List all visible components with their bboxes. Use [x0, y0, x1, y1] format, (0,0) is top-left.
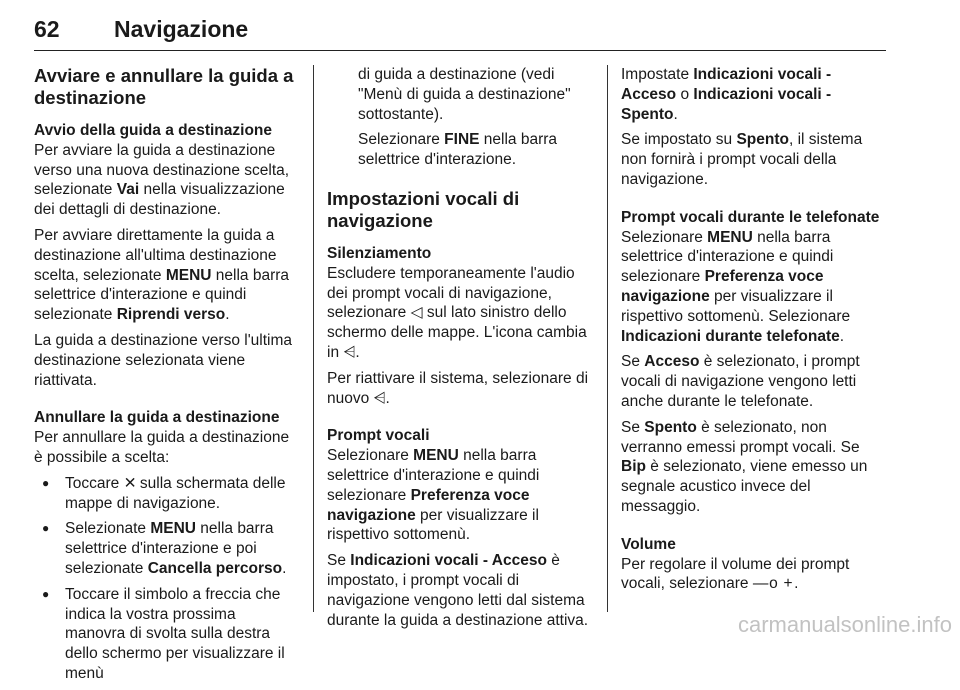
- paragraph: Selezionare FINE nella barra selettrice d'interazione.: [358, 131, 558, 169]
- subsection-title: Silenziamento: [327, 244, 432, 262]
- paragraph: Se Indicazioni vocali - Acceso è impostato, i prompt vocali di navigazione vengono letti dal sistema durante la guida a destinazione attiva.: [327, 552, 589, 629]
- subsection-title: Annullare la guida a destinazione: [34, 409, 280, 427]
- subsection-title: Prompt vocali durante le telefonate: [621, 208, 880, 226]
- column-divider: [607, 65, 608, 612]
- plus-icon: +: [783, 575, 793, 593]
- column-1: [34, 65, 300, 690]
- paragraph: Selezionare MENU nella barra selettrice d'interazione e quindi selezionare Preferenza voce navigazione per visualizzare il rispettivo sottomenù. Selezionare Indicazioni durante telefonate.: [621, 228, 851, 345]
- paragraph: Per annullare la guida a destinazione è possibile a scelta:: [34, 429, 290, 466]
- close-icon: ✕: [123, 474, 137, 492]
- subsection-title: Prompt vocali: [327, 427, 430, 445]
- list-item: ● Toccare ✕ sulla schermata delle mappe di navigazione.: [34, 474, 300, 514]
- minus-icon: —: [752, 575, 769, 593]
- paragraph: Per riattivare il sistema, selezionare di nuovo ⩤.: [327, 369, 589, 407]
- list-item: ● Toccare il simbolo a freccia che indica la vostra prossima manovra di svolta sulla destra dello schermo per visualizzare il menù: [34, 585, 300, 684]
- column-divider: [313, 65, 314, 612]
- paragraph: Impostate Indicazioni vocali - Acceso o Indicazioni vocali - Spento.: [621, 66, 832, 123]
- speaker-muted-icon: ⩤: [373, 389, 386, 407]
- paragraph: Se impostato su Spento, il sistema non fornirà i prompt vocali della navigazione.: [621, 131, 863, 188]
- section-heading: Avviare e annullare la guida a destinazione: [34, 65, 294, 108]
- speaker-muted-icon: ⩤: [343, 343, 356, 361]
- subsection-title: Volume: [621, 535, 676, 553]
- column-3: [621, 65, 887, 600]
- paragraph: di guida a destinazione (vedi "Menù di guida a destinazione" sottostante).: [358, 66, 571, 123]
- paragraph: Per regolare il volume dei prompt vocali, selezionare — o +.: [621, 555, 850, 593]
- paragraph: Se Spento è selezionato, non verranno emessi prompt vocali. Se Bip è selezionato, viene emesso un segnale acustico invece del messaggio.: [621, 418, 868, 515]
- paragraph: Per avviare la guida a destinazione verso una nuova destinazione scelta, selezionate Vai nella visualizzazione dei dettagli di destinazione.: [34, 141, 290, 219]
- paragraph: Selezionare MENU nella barra selettrice d'interazione e quindi selezionare Preferenza voce navigazione per visualizzare il rispettivo sottomenù.: [327, 447, 540, 544]
- chapter-title: Navigazione: [114, 16, 249, 42]
- speaker-icon: ◁: [410, 304, 423, 322]
- page-header: [34, 14, 886, 51]
- paragraph: Per avviare direttamente la guida a destinazione all'ultima destinazione scelta, selezionate MENU nella barra selettrice d'interazione e quindi selezionate Riprendi verso.: [34, 226, 290, 324]
- paragraph: Escludere temporaneamente l'audio dei prompt vocali di navigazione, selezionare ◁ sul lato sinistro dello schermo delle mappe. L'icona cambia in ⩤.: [327, 264, 587, 361]
- page-number: 62: [34, 16, 60, 42]
- paragraph: Se Acceso è selezionato, i prompt vocali di navigazione vengono letti anche durante le telefonate.: [621, 353, 860, 410]
- paragraph: La guida a destinazione verso l'ultima destinazione selezionata viene riattivata.: [34, 331, 293, 389]
- subsection-title: Avvio della guida a destinazione: [34, 122, 273, 139]
- list-item: ● Selezionate MENU nella barra selettrice d'interazione e poi selezionate Cancella percorso.: [34, 519, 300, 578]
- watermark: carmanualsonline.info: [737, 612, 952, 637]
- column-2: [327, 65, 593, 636]
- bullet-list: [34, 474, 300, 684]
- section-heading: Impostazioni vocali di navigazione: [327, 187, 520, 231]
